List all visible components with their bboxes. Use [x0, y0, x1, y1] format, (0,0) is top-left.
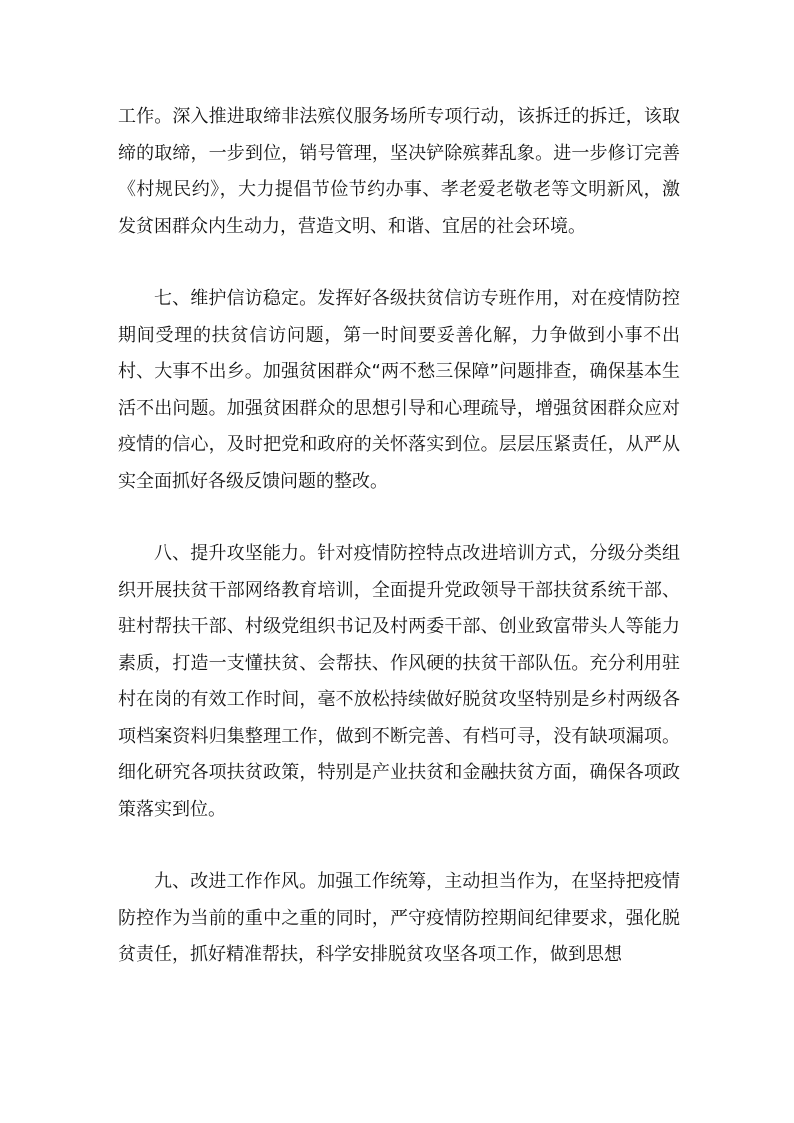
paragraph-gap	[118, 500, 680, 536]
document-body	[118, 99, 680, 974]
paragraph-gap	[118, 245, 680, 281]
paragraph-continuation: 工作。深入推进取缔非法殡仪服务场所专项行动，该拆迁的拆迁，该取缔的取缔，一步到位，销号管理，坚决铲除殡葬乱象。进一步修订完善《村规民约》，大力提倡节俭节约办事、孝老爱老敬老等文明新风，激发贫困群众内生动力，营造文明、和谐、宜居的社会环境。	[118, 106, 680, 237]
paragraph-section-9: 九、改进工作作风。加强工作统筹，主动担当作为，在坚持把疫情防控作为当前的重中之重的同时，严守疫情防控期间纪律要求，强化脱贫责任，抓好精准帮扶，科学安排脱贫攻坚各项工作，做到思想	[118, 871, 680, 965]
paragraph-gap	[118, 828, 680, 864]
paragraph-section-8: 八、提升攻坚能力。针对疫情防控特点改进培训方式，分级分类组织开展扶贫干部网络教育培训，全面提升党政领导干部扶贫系统干部、驻村帮扶干部、村级党组织书记及村两委干部、创业致富带头人等能力素质，打造一支懂扶贫、会帮扶、作风硬的扶贫干部队伍。充分利用驻村在岗的有效工作时间，毫不放松持续做好脱贫攻坚特别是乡村两级各项档案资料归集整理工作，做到不断完善、有档可寻，没有缺项漏项。细化研究各项扶贫政策，特别是产业扶贫和金融扶贫方面，确保各项政策落实到位。	[118, 543, 680, 820]
paragraph-section-7: 七、维护信访稳定。发挥好各级扶贫信访专班作用，对在疫情防控期间受理的扶贫信访问题，第一时间要妥善化解，力争做到小事不出村、大事不出乡。加强贫困群众“两不愁三保障”问题排查，确保基本生活不出问题。加强贫困群众的思想引导和心理疏导，增强贫困群众应对疫情的信心，及时把党和政府的关怀落实到位。层层压紧责任，从严从实全面抓好各级反馈问题的整改。	[118, 288, 680, 492]
